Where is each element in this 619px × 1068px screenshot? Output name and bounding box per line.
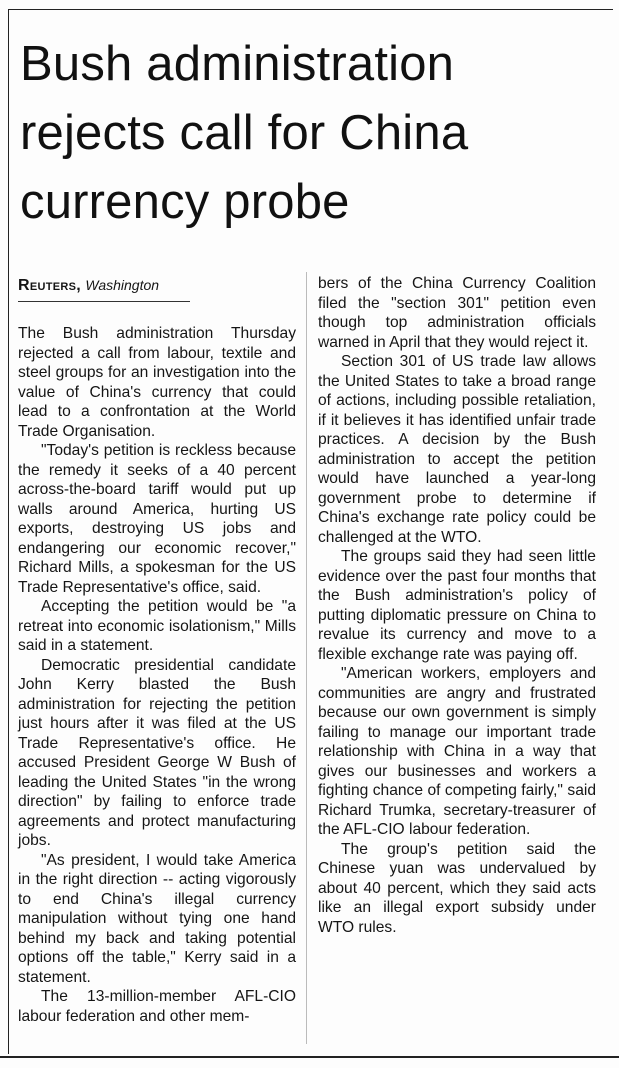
paragraph: The Bush administration Thursday rejected a call from labour, textile and steel groups for an investigation into the value of China's currency that could lead to a confrontation at the World Trade Organisation. (18, 325, 296, 440)
left-border-rule (8, 9, 9, 1054)
right-column (318, 274, 596, 937)
paragraph: The groups said they had seen little evidence over the past four months that the Bush administration's policy of putting diplomatic pressure on China to revalue its currency and move to a flexible exchange rate was paying off. (318, 548, 596, 663)
top-border-rule (8, 9, 613, 10)
paragraph: "As president, I would take America in the right direction -- acting vigorously to end China's illegal currency manipulation without tying one hand behind my back and taking potential options off the table," Kerry said in a statement. (18, 851, 296, 986)
paragraph: Section 301 of US trade law allows the United States to take a broad range of actions, including possible retaliation, if it believes it has identified unfair trade practices. A decision by the Bush administration to accept the petition would have launched a year-long government probe to determine if China's exchange rate policy could be challenged at the WTO. (318, 353, 596, 546)
column-divider (306, 272, 307, 1044)
byline-place: Washington (85, 277, 160, 293)
paragraph: Accepting the petition would be "a retreat into economic isolationism," Mills said in a statement. (18, 598, 296, 654)
left-column (18, 274, 296, 1026)
bottom-border-rule (0, 1056, 619, 1058)
paragraph: The group's petition said the Chinese yuan was undervalued by about 40 percent, which they said acts like an illegal export subsidy under WTO rules. (318, 840, 596, 936)
paragraph: "Today's petition is reckless because the remedy it seeks of a 40 percent across-the-board tariff would put up walls around America, hurting US exports, destroying US jobs and endangering our economic recover," Richard Mills, a spokesman for the US Trade Representative's office, said. (18, 442, 296, 596)
paragraph: The 13-million-member AFL-CIO labour federation and other mem- (18, 988, 296, 1025)
paragraph: "American workers, employers and communities are angry and frustrated because our own government is simply failing to manage our important trade relationship with China in a way that gives our businesses and workers a fighting chance of competing fairly," said Richard Trumka, secretary-treasurer of the AFL-CIO labour federation. (318, 665, 596, 838)
byline-agency: Reuters, (18, 277, 82, 294)
paragraph: bers of the China Currency Coalition filed the "section 301" petition even though top administration officials warned in April that they would reject it. (318, 275, 596, 351)
headline: Bush administration rejects call for China currency probe (20, 37, 469, 229)
paragraph: Democratic presidential candidate John Kerry blasted the Bush administration for rejecting the petition just hours after it was filed at the US Trade Representative's office. He accused President George W Bush of leading the United States "in the wrong direction" by failing to enforce trade agreements and protect manufacturing jobs. (18, 656, 296, 849)
byline (18, 274, 190, 302)
